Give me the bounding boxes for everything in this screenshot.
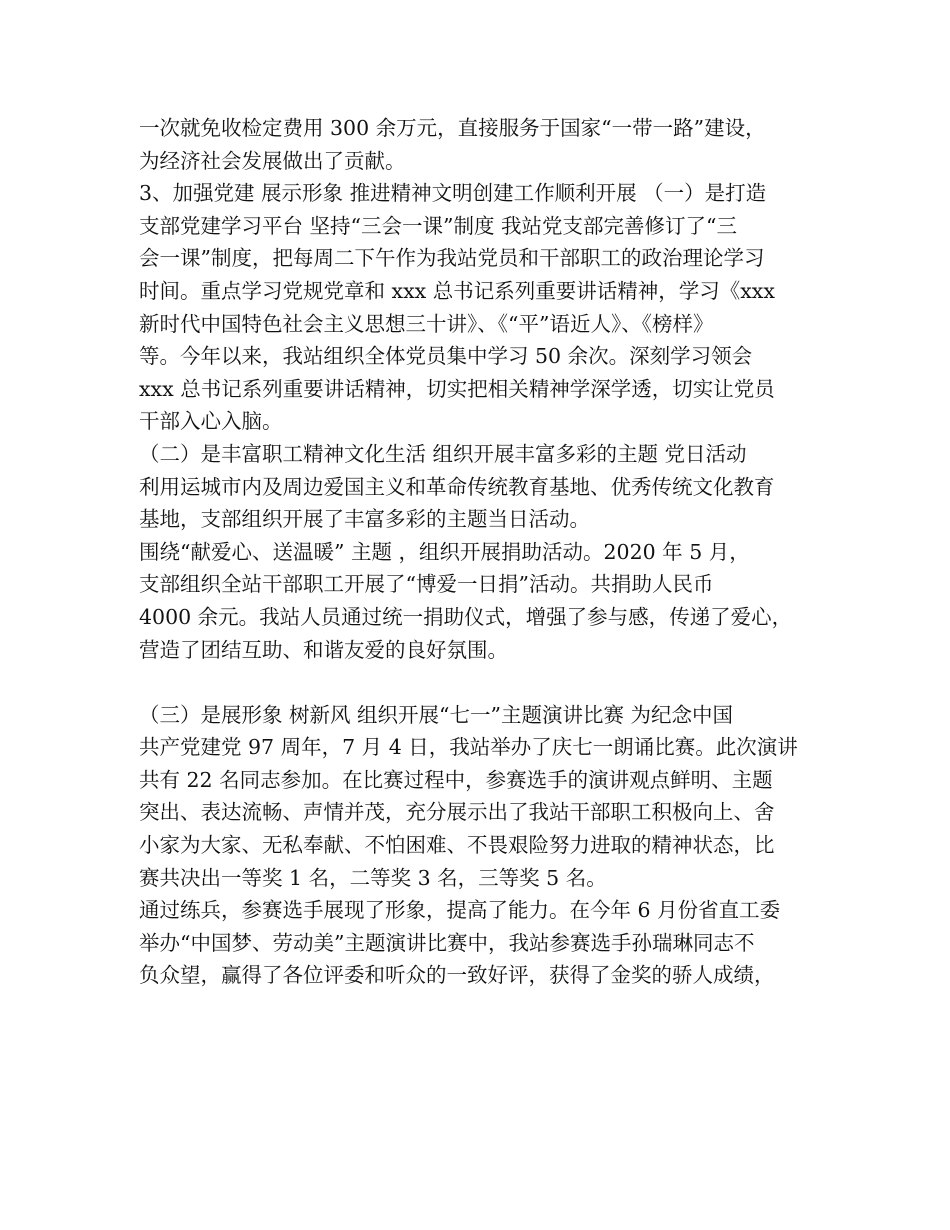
text-line: 会一课”制度，把每周二下午作为我站党员和干部职工的政治理论学习 [139,246,765,271]
text-line: 新时代中国特色社会主义思想三十讲》、《“平”语近人》、《榜样》 [139,311,714,336]
text-line: （二）是丰富职工精神文化生活 组织开展丰富多彩的主题 党日活动 [139,441,747,466]
text-line: 通过练兵，参赛选手展现了形象，提高了能力。在今年 6 月份省直工委 [139,898,781,923]
text-line: xxx 总书记系列重要讲话精神，切实把相关精神学深学透，切实让党员 [139,376,775,401]
text-line: 营造了团结互助、和谐友爱的良好氛围。 [139,637,508,662]
text-line: 负众望，赢得了各位评委和听众的一致好评，获得了金奖的骄人成绩， [139,963,775,988]
text-line: 4000 余元。我站人员通过统一捐助仪式，增强了参与感，传递了爱心， [139,604,793,629]
text-line: 干部入心入脑。 [139,409,283,434]
text-line: （三）是展形象 树新风 组织开展“七一”主题演讲比赛 为纪念中国 [139,702,734,727]
text-line: 突出、表达流畅、声情并茂，充分展示出了我站干部职工积极向上、舍 [139,800,775,825]
text-line: 举办“中国梦、劳动美”主题演讲比赛中，我站参赛选手孙瑞琳同志不 [139,930,755,955]
text-line: 时间。重点学习党规党章和 xxx 总书记系列重要讲话精神，学习《xxx [139,278,775,303]
text-line: 围绕“献爱心、送温暖” 主题 ，组织开展捐助活动。2020 年 5 月， [139,539,750,564]
paragraph-gap [139,666,815,699]
document-page [139,112,815,992]
text-line: 基地，支部组织开展了丰富多彩的主题当日活动。 [139,507,590,532]
text-line: 共产党建党 97 周年，7 月 4 日，我站举办了庆七一朗诵比赛。此次演讲 [139,735,798,760]
text-line: 利用运城市内及周边爱国主义和革命传统教育基地、优秀传统文化教育 [139,474,775,499]
text-line: 为经济社会发展做出了贡献。 [139,148,406,173]
text-line: 支部组织全站干部职工开展了“博爱一日捐”活动。共捐助人民币 [139,572,714,597]
text-line: 共有 22 名同志参加。在比赛过程中，参赛选手的演讲观点鲜明、主题 [139,767,773,792]
text-line: 赛共决出一等奖 1 名，二等奖 3 名，三等奖 5 名。 [139,865,607,890]
text-line: 等。今年以来，我站组织全体党员集中学习 50 余次。深刻学习领会 [139,344,753,369]
text-line: 一次就免收检定费用 300 余万元，直接服务于国家“一带一路”建设， [139,116,766,140]
text-line: 3、加强党建 展示形象 推进精神文明创建工作顺利开展 （一）是打造 [139,181,767,206]
text-line: 支部党建学习平台 坚持“三会一课”制度 我站党支部完善修订了“三 [139,213,737,238]
text-line: 小家为大家、无私奉献、不怕困难、不畏艰险努力进取的精神状态，比 [139,833,775,858]
